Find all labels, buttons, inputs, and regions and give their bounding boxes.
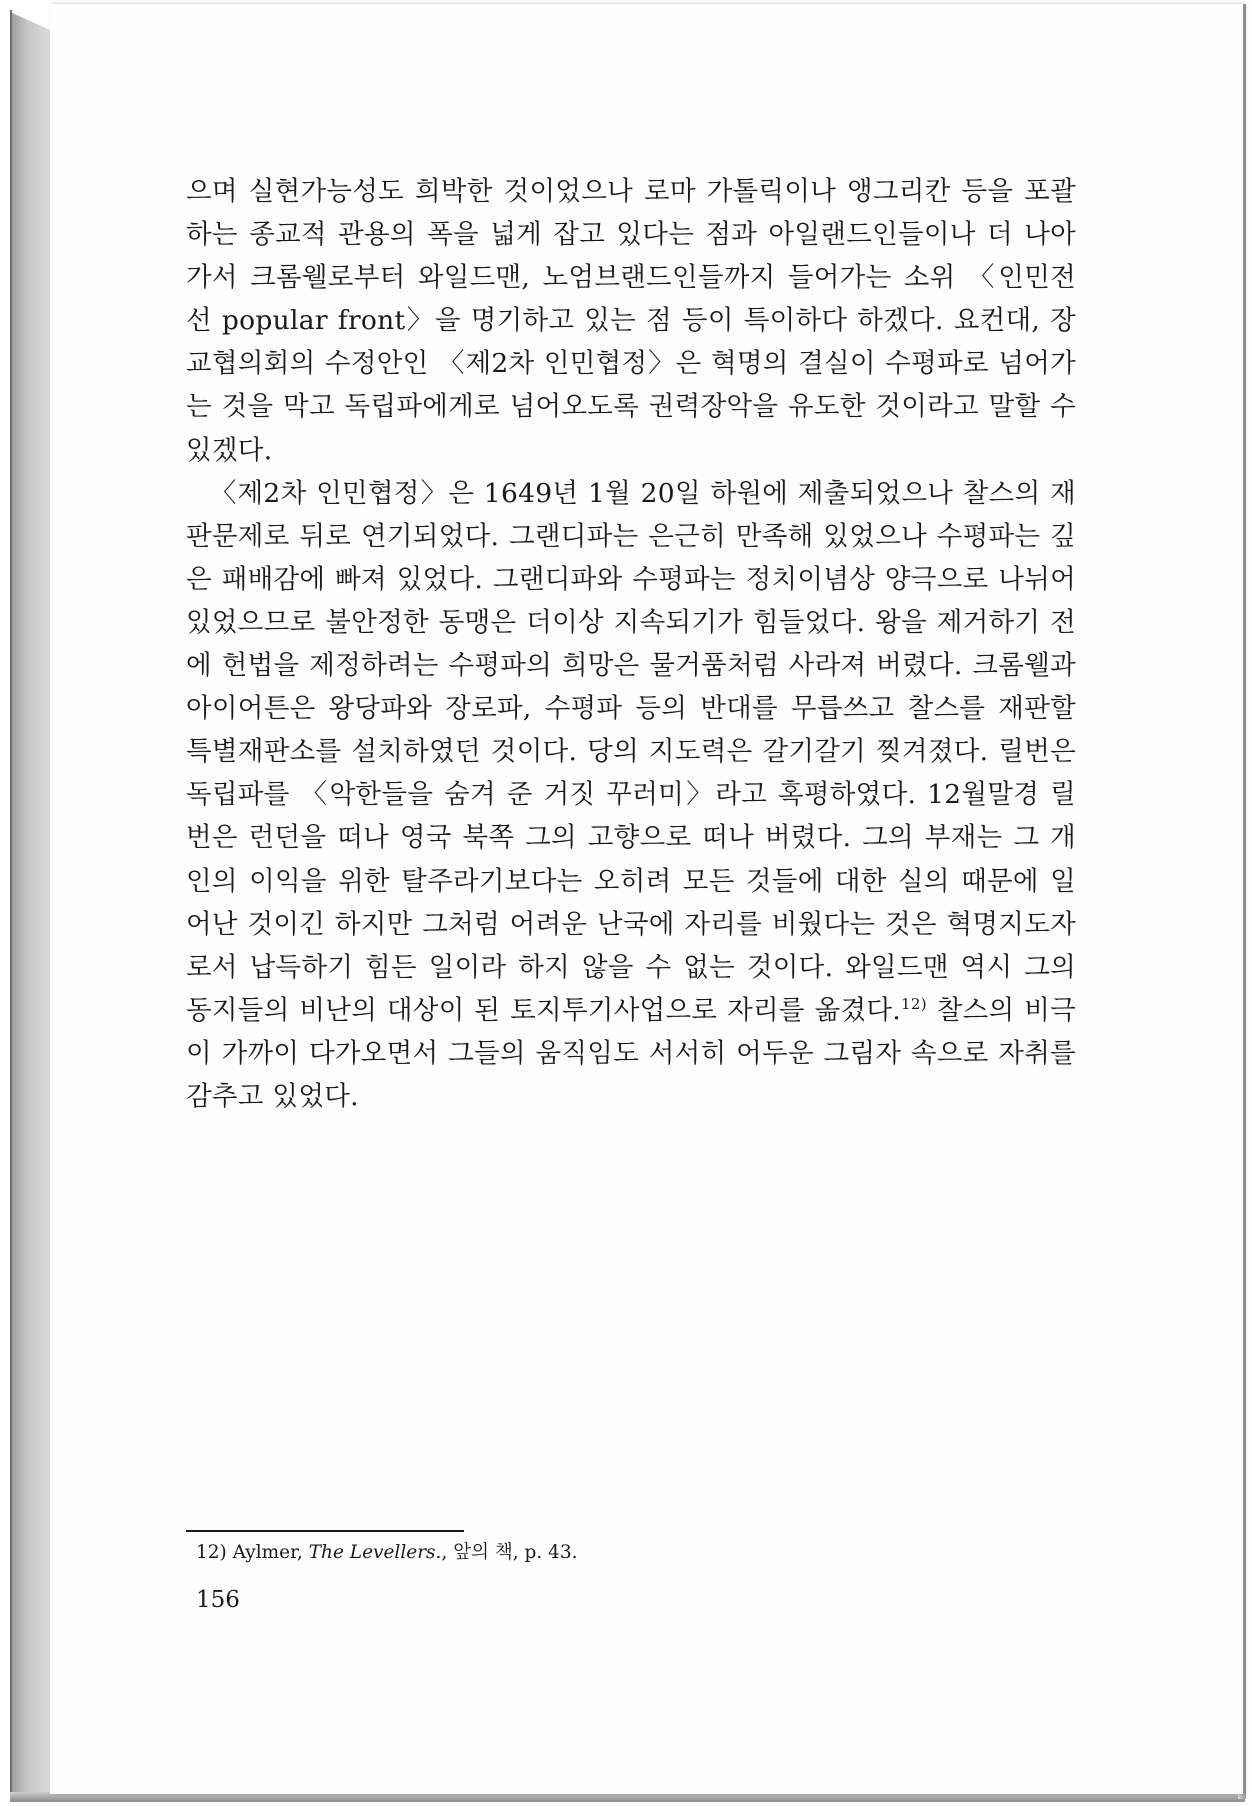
page-number: 156 xyxy=(196,1587,240,1613)
body-paragraph-2 xyxy=(186,472,1076,1118)
page-stack-left-line xyxy=(10,10,12,1800)
footnote-title: The Levellers. xyxy=(308,1542,442,1563)
body-paragraph-2-text: 〈제2차 인민협정〉은 1649년 1월 20일 하원에 제출되었으나 찰스의 재판문제로 뒤로 연기되었다. 그랜디파는 은근히 만족해 있었으나 수평파는 깊은 패배감에 빠져 있었다. 그랜디파와 수평파는 정치이념상 양극으로 나뉘어 있었으므로 불안정한 동맹은 더이상 지속되기가 힘들었다. 왕을 제거하기 전에 헌법을 제정하려는 수평파의 희망은 물거품처럼 사라져 버렸다. 크롬웰과 아이어튼은 왕당파와 장로파, 수평파 등의 반대를 무릅쓰고 찰스를 재판할 특별재판소를 설치하였던 것이다. 당의 지도력은 갈기갈기 찢겨졌다. 릴번은 독립파를 〈악한들을 숨겨 준 거짓 꾸러미〉라고 혹평하였다. 12월말경 릴번은 런던을 떠나 영국 북쪽 그의 고향으로 떠나 버렸다. 그의 부재는 그 개인의 이익을 위한 탈주라기보다는 오히려 모든 것들에 대한 실의 때문에 일어난 것이긴 하지만 그처럼 어려운 난국에 자리를 비웠다는 것은 혁명지도자로서 납득하기 힘든 일이라 하지 않을 수 없는 것이다. 와일드맨 역시 그의 동지들의 비난의 대상이 된 토지투기사업으로 자리를 옮겼다. xyxy=(186,477,1076,1026)
footnote xyxy=(196,1538,577,1564)
footnote-rule xyxy=(186,1530,464,1532)
footnote-author: Aylmer, xyxy=(232,1542,303,1563)
footnote-number: 12) xyxy=(196,1542,227,1563)
body-paragraph-2-tail: 찰스의 비극이 가까이 다가오면서 그들의 움직임도 서서히 어두운 그림자 속으로 자취를 감추고 있었다. xyxy=(186,994,1076,1112)
footnote-reference: 12) xyxy=(901,994,927,1013)
footnote-rest: , 앞의 책, p. 43. xyxy=(441,1542,578,1563)
page-stack-left-edge xyxy=(10,12,50,1800)
body-text xyxy=(186,170,1076,1118)
body-paragraph-1: 으며 실현가능성도 희박한 것이었으나 로마 가톨릭이나 앵그리칸 등을 포괄하는 종교적 관용의 폭을 넓게 잡고 있다는 점과 아일랜드인들이나 더 나아가서 크롬웰로부터 와일드맨, 노엄브랜드인들까지 들어가는 소위 〈인민전선 popular front〉을 명기하고 있는 점 등이 특이하다 하겠다. 요컨대, 장교협의회의 수정안인 〈제2차 인민협정〉은 혁명의 결실이 수평파로 넘어가는 것을 막고 독립파에게로 넘어오도록 권력장악을 유도한 것이라고 말할 수 있겠다. xyxy=(186,176,1076,466)
